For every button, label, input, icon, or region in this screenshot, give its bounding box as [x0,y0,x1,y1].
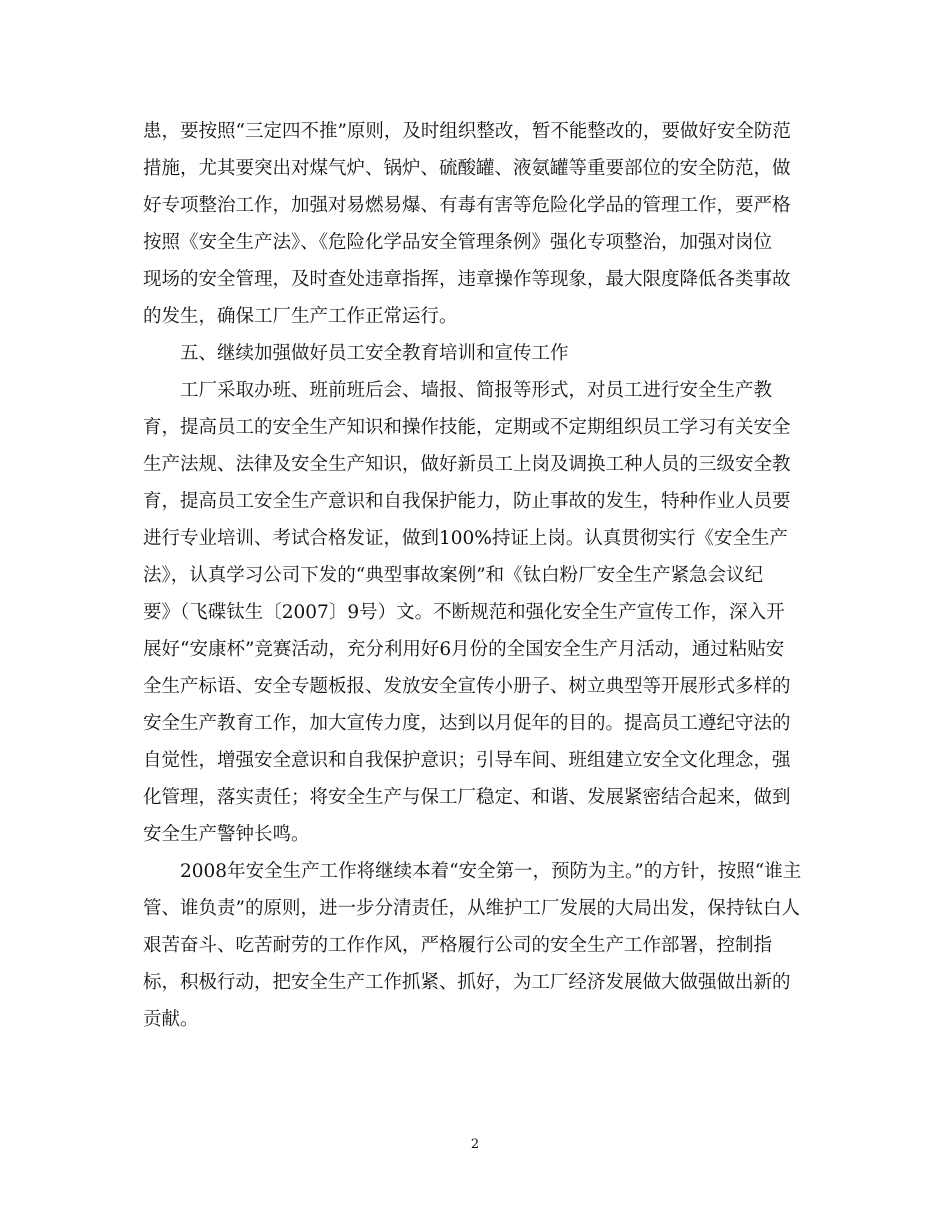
text-line: 好专项整治工作，加强对易燃易爆、有毒有害等危险化学品的管理工作，要严格 [143,195,791,216]
text-line: 现场的安全管理，及时查处违章指挥，违章操作等现象，最大限度降低各类事故 [143,269,791,290]
text-line: 标，积极行动，把安全生产工作抓紧、抓好，为工厂经济发展做大做强做出新的 [143,972,791,993]
text-line: 育，提高员工安全生产意识和自我保护能力，防止事故的发生，特种作业人员要 [143,491,791,512]
text-line: 的发生，确保工厂生产工作正常运行。 [143,306,458,327]
text-line: 化管理，落实责任；将安全生产与保工厂稳定、和谐、发展紧密结合起来，做到 [143,787,791,808]
text-line: 措施，尤其要突出对煤气炉、锅炉、硫酸罐、液氨罐等重要部位的安全防范，做 [143,158,791,179]
text-line: 艰苦奋斗、吃苦耐劳的工作作风，严格履行公司的安全生产工作部署，控制指 [143,935,773,956]
text-line: 工厂采取办班、班前班后会、墙报、简报等形式，对员工进行安全生产教 [180,380,773,401]
text-line: 按照《安全生产法》、《危险化学品安全管理条例》强化专项整治，加强对岗位 [143,232,773,253]
text-line: 管、谁负责”的原则，进一步分清责任，从维护工厂发展的大局出发，保持钛白人 [143,898,800,919]
text-line: 育，提高员工的安全生产知识和操作技能，定期或不定期组织员工学习有关安全 [143,417,791,438]
text-line: 法》，认真学习公司下发的“典型事故案例”和《钛白粉厂安全生产紧急会议纪 [143,565,764,586]
text-line: 贡献。 [143,1009,199,1030]
text-line: 全生产标语、安全专题板报、发放安全宣传小册子、树立典型等开展形式多样的 [143,676,791,697]
text-line: 进行专业培训、考试合格发证，做到100%持证上岗。认真贯彻实行《安全生产 [143,528,788,549]
text-line: 安全生产教育工作，加大宣传力度，达到以月促年的目的。提高员工遵纪守法的 [143,713,791,734]
section-heading: 五、继续加强做好员工安全教育培训和宣传工作 [180,343,569,364]
text-line: 自觉性，增强安全意识和自我保护意识；引导车间、班组建立安全文化理念，强 [143,750,791,771]
text-line: 患，要按照“三定四不推”原则，及时组织整改，暂不能整改的，要做好安全防范 [143,121,791,142]
text-line: 安全生产警钟长鸣。 [143,824,310,845]
page-number: 2 [470,1137,480,1152]
text-line: 生产法规、法律及安全生产知识，做好新员工上岗及调换工种人员的三级安全教 [143,454,791,475]
text-line: 2008年安全生产工作将继续本着“安全第一，预防为主。”的方针，按照“谁主 [180,861,802,882]
text-line: 要》（飞碟钛生〔2007〕9号）文。不断规范和强化安全生产宣传工作，深入开 [143,602,785,623]
text-line: 展好“安康杯”竞赛活动，充分利用好6月份的全国安全生产月活动，通过粘贴安 [143,639,785,660]
